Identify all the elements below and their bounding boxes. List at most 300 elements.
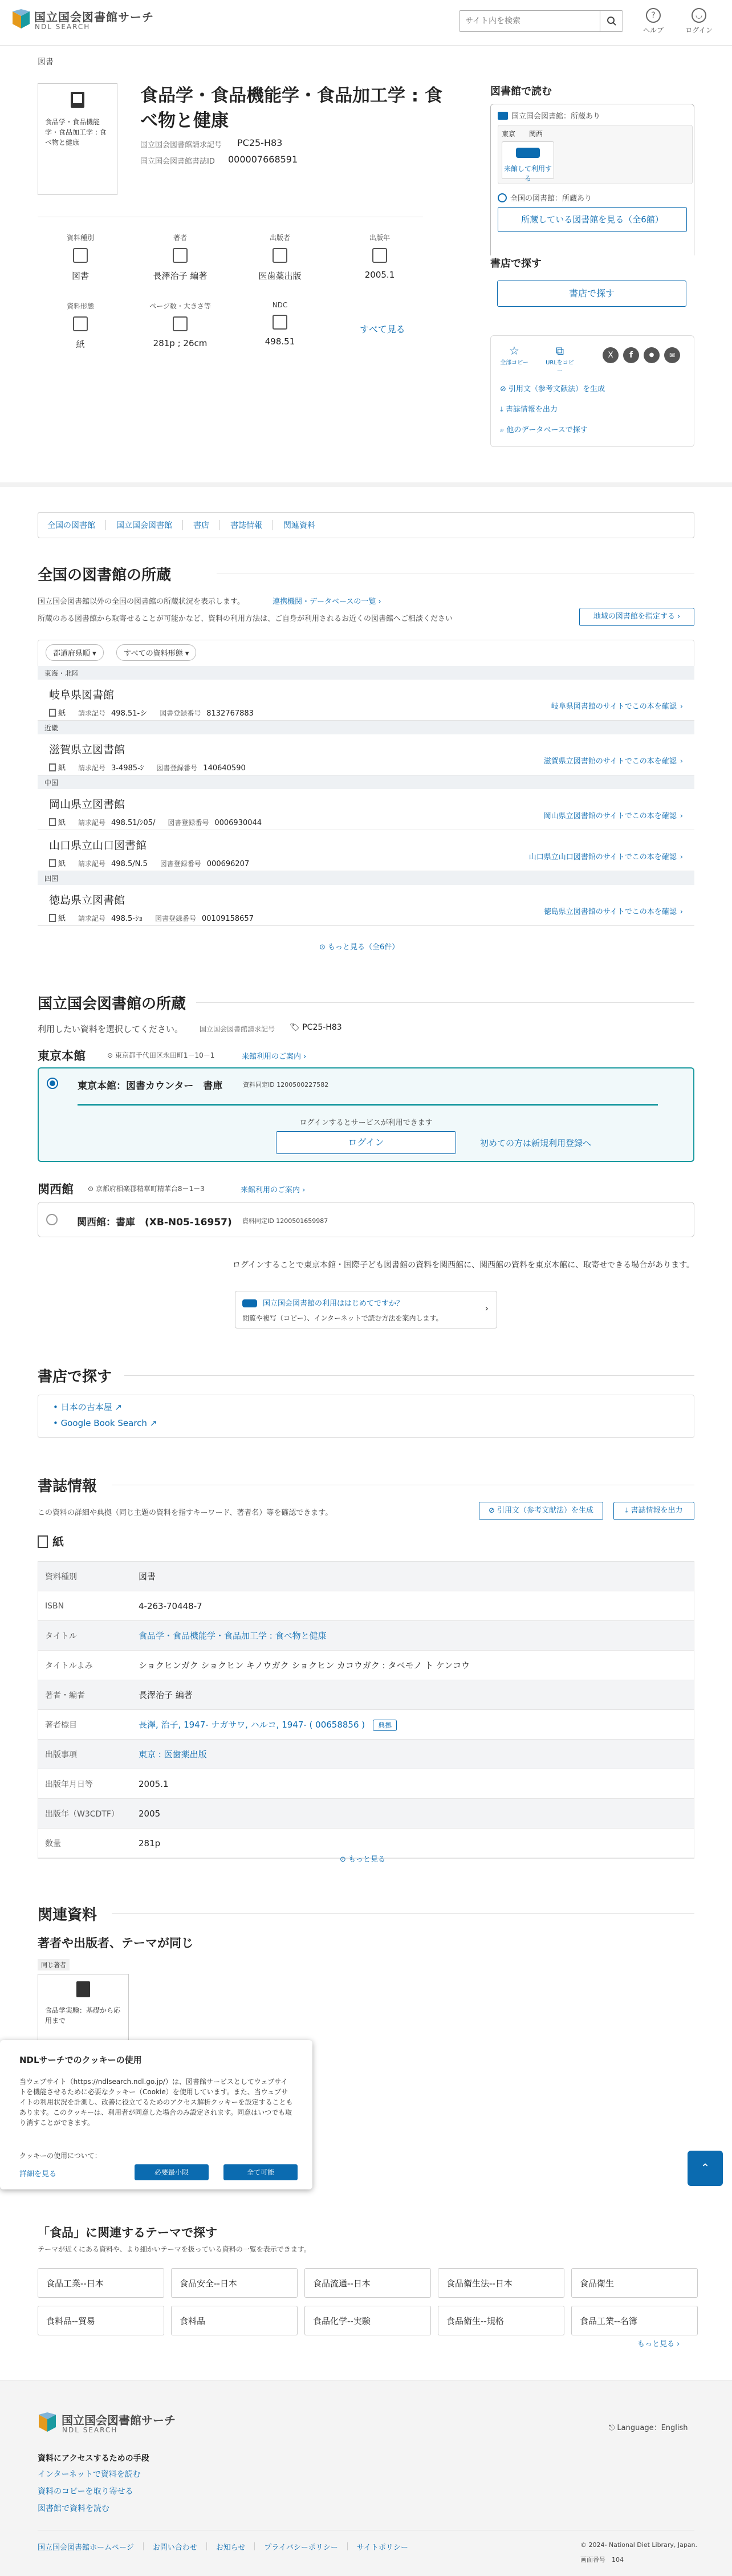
biblio-cite-button[interactable]: ⊘ 引用文（参考文献法）を生成	[479, 1502, 603, 1520]
sort-dropdown[interactable]: 都道府県順 ▾	[46, 644, 104, 661]
library-regno: 140640590	[203, 764, 246, 773]
library-row	[38, 830, 694, 871]
transfer-note: ログインすることで東京本館・国際子ども図書館の資料を関西館に、関西館の資料を東京本館に、取寄せできる場合があります。	[232, 1261, 694, 1270]
themes-desc: テーマが近くにある資料や、より細かいテーマを扱っている資料の一覧を表示できます。	[38, 2245, 311, 2253]
library-name: 岐阜県図書館	[49, 689, 115, 701]
library-name: 滋賀県立図書館	[49, 743, 125, 756]
facet-value: 医歯薬出版	[258, 271, 302, 281]
footer-library-link[interactable]: 図書館で資料を読む	[38, 2504, 109, 2513]
document-icon	[38, 1535, 48, 1548]
theme-button[interactable]: 食品工業--日本	[38, 2268, 164, 2298]
store-section-title: 書店で探す	[38, 1368, 112, 1385]
cookie-title: NDLサーチでのクッキーの使用	[19, 2055, 142, 2065]
ndl-logo-icon[interactable]	[11, 9, 31, 30]
kosho-label: 日本の古本屋	[60, 1402, 112, 1412]
facet-label: 資料形態	[66, 302, 94, 310]
divider	[206, 2542, 207, 2550]
google-books-link[interactable]: • Google Book Search ↗	[53, 1418, 157, 1428]
cookie-accept-all-button[interactable]: 全て可能	[223, 2164, 298, 2180]
ndl-holding-text	[498, 110, 600, 121]
all-holding-label: 全国の図書館：所蔵あり	[510, 194, 592, 203]
facet-value: 498.51	[265, 336, 295, 347]
regno-label: 図書登録番号	[168, 819, 209, 827]
callno-label: 請求記号	[78, 860, 106, 868]
kansai-item-name: 関西館：書庫 (XB-N05-16957)	[77, 1217, 232, 1228]
first-time-banner[interactable]	[235, 1291, 497, 1328]
library-row	[38, 680, 694, 721]
document-icon	[49, 818, 56, 826]
facet-label: NDC	[272, 301, 288, 309]
tokyo-address: ⊙ 東京都千代田区永田町1－10－1	[107, 1051, 215, 1059]
chevron-right-icon: ›	[680, 812, 683, 820]
divider	[143, 2542, 144, 2550]
biblio-value[interactable]	[139, 1718, 694, 1730]
biblio-row	[38, 1799, 694, 1829]
library-site-link[interactable]	[544, 755, 683, 766]
book-title: 食品学・食品機能学・食品加工学 : 食べ物と健康	[140, 86, 442, 131]
biblio-row	[38, 1769, 694, 1799]
google-books-label: Google Book Search	[60, 1418, 147, 1428]
biblio-value-text: 4-263-70448-7	[139, 1600, 202, 1611]
document-icon	[49, 709, 56, 717]
biblio-export-label: 書誌情報を出力	[631, 1506, 683, 1515]
library-form: 紙	[58, 915, 66, 923]
breadcrumb: 図書	[38, 58, 54, 67]
biblio-row	[38, 1680, 694, 1710]
more-libraries-link[interactable]: ⊙ もっと見る（全6件）	[319, 943, 400, 952]
document-icon	[49, 914, 56, 922]
tokyo-item-id: 資料同定ID 1200500227582	[243, 1081, 329, 1088]
biblio-key: タイトルよみ	[45, 1661, 93, 1671]
document-icon	[49, 859, 56, 867]
library-callno: 498.51/ｼ05/	[111, 819, 156, 827]
facet-label: ページ数・大きさ等	[149, 302, 211, 310]
chevron-right-icon: ›	[485, 1303, 489, 1314]
library-callno: 498.5-ｼｮ	[111, 915, 143, 923]
kansai-item-id: 資料同定ID 1200501659987	[242, 1217, 328, 1225]
read-title: 図書館で読む	[490, 86, 552, 97]
copy-all-label: 全部コピー	[500, 360, 528, 366]
copy-icon: ⧉	[555, 344, 564, 357]
facet-building	[237, 233, 323, 282]
biblio-value-text: 2005.1	[139, 1778, 169, 1789]
biblio-value	[139, 1570, 694, 1582]
language-label: Language：English	[617, 2424, 688, 2432]
facebook-share-icon[interactable]: f	[623, 347, 639, 363]
page-number-value: 104	[612, 2556, 624, 2563]
login-note: ログインするとサービスが利用できます	[299, 1119, 433, 1127]
library-site-label: 徳島県立図書館のサイトでこの本を確認	[543, 908, 677, 916]
regno-label: 図書登録番号	[154, 915, 196, 923]
national-desc2: 所蔵のある図書館から取寄せることが可能かなど、資料の利用方法は、ご自身が利用されるお近くの図書館へご相談ください	[38, 615, 453, 623]
facet-label: 著者	[173, 234, 187, 242]
themes-title: 「食品」に関連するテーマで探す	[38, 2226, 217, 2240]
ndl-desc: 利用したい資料を選択してください。	[38, 1024, 184, 1034]
partners-label: 連携機関・データベースの一覧	[273, 598, 376, 606]
divider	[347, 2542, 348, 2550]
biblio-key: 出版年月日等	[45, 1779, 93, 1789]
car-icon	[516, 148, 540, 158]
footer-bottom-link[interactable]: サイトポリシー	[356, 2544, 408, 2552]
related-subtitle: 著者や出版者、テーマが同じ	[38, 1936, 193, 1950]
language-switch[interactable]: ⎋ Language：English	[609, 2424, 688, 2432]
biblio-row	[38, 1651, 694, 1680]
biblio-value	[139, 1838, 694, 1848]
theme-button[interactable]: 食品安全--日本	[171, 2268, 298, 2298]
book-cover	[38, 83, 117, 195]
library-callno: 498.5/N.5	[111, 860, 148, 868]
facet-value: 2005.1	[364, 270, 395, 280]
kansai-item-card[interactable]	[38, 1202, 694, 1237]
library-site-link[interactable]	[544, 905, 683, 916]
biblio-more-label: もっと見る	[348, 1855, 386, 1864]
document-icon	[73, 316, 88, 331]
footer-bottom-link[interactable]: お知らせ	[215, 2544, 246, 2552]
biblio-cite-label: 引用文（参考文献法）を生成	[497, 1506, 594, 1515]
biblio-value	[139, 1689, 694, 1701]
divider	[254, 2542, 255, 2550]
biblio-value	[139, 1779, 694, 1789]
cookie-necessary-button[interactable]: 必要最小限	[135, 2164, 209, 2180]
themes-more-label: もっと見る	[637, 2340, 675, 2349]
store-links-box	[38, 1395, 694, 1438]
biblio-export-button[interactable]: ⤓ 書誌情報を出力	[613, 1502, 694, 1520]
library-regno: 0006930044	[214, 819, 262, 827]
ndl-holding-label: 国立国会図書館：所蔵あり	[511, 112, 601, 121]
biblio-key: 出版事項	[45, 1750, 77, 1760]
library-meta	[49, 858, 249, 868]
biblio-key: ISBN	[45, 1601, 64, 1611]
chevron-right-icon: ›	[680, 757, 683, 766]
biblio-more-link[interactable]: ⊙ もっと見る	[340, 1855, 386, 1864]
region-header: 近畿	[38, 721, 694, 734]
library-name: 岡山県立図書館	[49, 798, 125, 811]
search-icon	[607, 16, 617, 26]
library-form: 紙	[58, 709, 66, 718]
kansai-guide-link[interactable]: 来館利用のご案内 ›	[241, 1186, 306, 1194]
calendar-icon	[372, 248, 387, 263]
region-select-button[interactable]: 地域の図書館を指定する ›	[579, 608, 694, 626]
biblio-key: 数量	[45, 1839, 61, 1848]
biblio-row	[38, 1562, 694, 1591]
library-row	[38, 789, 694, 830]
format-label: すべての資料形態	[124, 649, 183, 658]
biblio-row	[38, 1591, 694, 1621]
biblio-desc: この資料の詳細や典拠（同じ主題の資料を指すキーワード、著者名）等を確認できます。	[38, 1509, 333, 1517]
regno-label: 図書登録番号	[160, 860, 201, 868]
holdings-card	[490, 104, 694, 275]
globe-icon	[498, 193, 507, 202]
cite-link[interactable]: ⊘ 引用文（参考文献法）を生成	[500, 385, 605, 393]
partners-link[interactable]: 連携機関・データベースの一覧 ›	[273, 598, 381, 606]
kansai-address-text: 京都府相楽郡精華町精華台8－1－3	[95, 1185, 205, 1193]
tab-2[interactable]: 書店	[193, 521, 209, 530]
visit-card[interactable]	[502, 141, 554, 182]
biblio-value-text: ショクヒンガク ショクヒン キノウガク ショクヒン カコウガク : タベモノ ト ケンコウ	[139, 1660, 470, 1671]
facet-calendar	[337, 233, 422, 280]
tokyo-radio[interactable]	[47, 1078, 58, 1089]
store-title: 書店で探す	[490, 255, 694, 275]
biblio-row	[38, 1621, 694, 1651]
tokyo-item-card[interactable]	[38, 1067, 694, 1162]
facet-label: 出版年	[369, 234, 390, 242]
book-icon	[73, 248, 88, 263]
ndl-title: 国立国会図書館の所蔵	[38, 996, 186, 1013]
national-title: 全国の図書館の所蔵	[38, 567, 172, 584]
tab-1[interactable]: 国立国会図書館	[116, 521, 172, 530]
biblio-value-text: 281p	[139, 1838, 161, 1848]
facet-value: 図書	[71, 271, 89, 281]
library-form: 紙	[58, 860, 66, 868]
login-label: ログイン	[685, 26, 713, 34]
footer-logo-subtext: NDL SEARCH	[62, 2426, 118, 2434]
facet-label: 出版者	[269, 234, 290, 242]
facet-label: 資料種別	[66, 234, 94, 242]
export-label: 書誌情報を出力	[505, 405, 558, 414]
biblio-value-text: 図書	[139, 1571, 156, 1582]
divider	[182, 520, 183, 530]
library-meta	[49, 816, 262, 827]
cookie-dialog	[0, 2040, 312, 2189]
footer-bottom-links	[38, 2541, 408, 2552]
store-search-button[interactable]: 書店で探す	[497, 281, 686, 307]
ndl-location-box	[498, 125, 693, 184]
related-card[interactable]	[38, 1974, 129, 2048]
footer-bottom-link[interactable]: プライバシーポリシー	[264, 2544, 338, 2552]
search-input[interactable]	[459, 11, 596, 31]
bibid-label: 国立国会図書館書誌ID	[140, 157, 215, 166]
library-meta	[49, 707, 254, 718]
tokyo-address-text: 東京都千代田区永田町1－10－1	[115, 1051, 215, 1059]
tag-tokyo: 東京	[502, 130, 516, 138]
biblio-value-text: 東京 : 医歯薬出版	[139, 1749, 207, 1760]
chevron-right-icon: ›	[680, 908, 683, 916]
library-callno: 3-4985-ｼ	[111, 764, 144, 773]
theme-button[interactable]: 食品工業--名簿	[571, 2306, 698, 2335]
biblio-value[interactable]	[139, 1630, 694, 1642]
bibid-value: 000007668591	[228, 154, 298, 165]
tokyo-item-name: 東京本館：図書カウンター 書庫	[78, 1080, 223, 1092]
library-regno: 000696207	[206, 860, 250, 868]
library-name: 山口県立山口図書館	[49, 839, 147, 852]
theme-button[interactable]: 食品衛生--規格	[438, 2306, 564, 2335]
tab-0[interactable]: 全国の図書館	[47, 521, 95, 530]
theme-button[interactable]: 食料品	[171, 2306, 298, 2335]
biblio-value-text: 長澤, 治子, 1947- ナガサワ, ハルコ, 1947- ( 00658856 )	[139, 1720, 365, 1730]
region-header: 東海・北陸	[38, 666, 694, 680]
footer-access-title: 資料にアクセスするための手段	[38, 2454, 149, 2463]
biblio-key: 出版年（W3CDTF）	[45, 1809, 119, 1819]
region-header: 四国	[38, 871, 694, 885]
library-site-link[interactable]	[529, 851, 683, 862]
tokyo-guide-label: 来館利用のご案内	[242, 1053, 302, 1061]
theme-button[interactable]: 食品衛生法--日本	[438, 2268, 564, 2298]
library-regno: 00109158657	[201, 915, 254, 923]
callno-label: 請求記号	[78, 709, 106, 717]
facet-value: 長澤治子 編著	[153, 271, 208, 281]
book-icon	[71, 92, 84, 108]
callno-label: 請求記号	[78, 819, 106, 827]
biblio-title: 書誌情報	[38, 1478, 97, 1495]
divider	[78, 1104, 658, 1106]
search-button[interactable]	[600, 11, 623, 31]
biblio-value	[139, 1809, 694, 1819]
biblio-value[interactable]	[139, 1748, 694, 1760]
region-select-label: 地域の図書館を指定する	[593, 612, 675, 621]
share-panel	[490, 335, 694, 447]
callno-label: 請求記号	[78, 764, 106, 772]
kosho-link[interactable]: • 日本の古本屋 ↗	[53, 1402, 122, 1412]
more-libraries-label: もっと見る（全6件）	[328, 943, 400, 952]
library-site-link[interactable]	[551, 700, 683, 711]
logo-subtext: NDL SEARCH	[35, 23, 91, 31]
export-link[interactable]: ⤓ 書誌情報を出力	[500, 405, 558, 414]
library-site-label: 滋賀県立図書館のサイトでこの本を確認	[543, 757, 677, 766]
related-title: 関連資料	[38, 1907, 97, 1924]
other-db-link[interactable]: ⌕ 他のデータベースで探す	[500, 426, 588, 434]
site-search	[459, 10, 623, 32]
all-holding-text	[498, 192, 592, 203]
other-db-label: 他のデータベースで探す	[506, 426, 588, 434]
footer-bottom-link[interactable]: 国立国会図書館ホームページ	[38, 2544, 134, 2552]
theme-button[interactable]: 食品衛生	[571, 2268, 698, 2298]
divider	[124, 1375, 694, 1376]
see-all-link[interactable]: すべて見る	[360, 324, 405, 335]
facet-grid	[38, 233, 423, 358]
banner-title: 国立国会図書館の利用ははじめてですか？	[263, 1299, 404, 1308]
car-icon	[242, 1299, 257, 1307]
library-site-label: 岐阜県図書館のサイトでこの本を確認	[551, 702, 677, 711]
library-form: 紙	[58, 764, 66, 773]
theme-button[interactable]: 食品化学--実験	[304, 2306, 431, 2335]
biblio-key: 資料種別	[45, 1572, 77, 1582]
facet-pen	[137, 233, 223, 282]
divider	[196, 1002, 694, 1003]
x-share-icon[interactable]: X	[603, 347, 619, 363]
copy-all-button[interactable]	[500, 344, 528, 366]
facet-value: 281p ; 26cm	[153, 338, 208, 348]
biblio-row	[38, 1710, 694, 1740]
biblio-form	[38, 1533, 64, 1549]
facet-value: 紙	[76, 339, 85, 350]
chevron-right-icon: ›	[680, 853, 683, 862]
library-site-label: 岡山県立図書館のサイトでこの本を確認	[543, 812, 677, 820]
biblio-value	[139, 1659, 694, 1671]
register-link[interactable]: 初めての方は新規利用登録へ	[480, 1138, 592, 1148]
library-meta	[49, 912, 254, 923]
sort-label: 都道府県順	[53, 649, 91, 658]
ndl-callno-value: 🏷 PC25-H83	[290, 1023, 342, 1032]
ndl-logo-icon[interactable]	[38, 2412, 57, 2433]
section-divider	[0, 482, 732, 487]
facet-ruler	[137, 301, 223, 348]
theme-button[interactable]: 食料品--貿易	[38, 2306, 164, 2335]
biblio-value-text: 2005	[139, 1808, 161, 1819]
visit-label: 来館して利用する	[503, 165, 552, 182]
biblio-value	[139, 1601, 694, 1611]
banner-desc: 閲覧や複写（コピー）、インターネットで読む方法を案内します。	[242, 1314, 443, 1322]
facet-stack	[237, 301, 323, 347]
tokyo-heading: 東京本館	[38, 1049, 86, 1063]
tab-3[interactable]: 書誌情報	[230, 521, 262, 530]
facet-document	[38, 301, 123, 350]
national-desc1: 国立国会図書館以外の全国の図書館の所蔵状況を表示します。	[38, 598, 245, 606]
tokyo-guide-link[interactable]: 来館利用のご案内 ›	[242, 1053, 307, 1061]
kansai-radio[interactable]	[46, 1214, 58, 1225]
callno-label: 国立国会図書館請求記号	[140, 141, 222, 149]
star-icon: ☆	[509, 344, 519, 357]
logo-text[interactable]: 国立国会図書館サーチ	[34, 10, 154, 24]
library-name: 徳島県立図書館	[49, 894, 125, 907]
biblio-row	[38, 1740, 694, 1769]
format-dropdown[interactable]: すべての資料形態 ▾	[116, 644, 196, 661]
divider	[219, 520, 220, 530]
theme-button[interactable]: 食品流通--日本	[304, 2268, 431, 2298]
site-header	[0, 0, 732, 46]
biblio-value-text: 食品学・食品機能学・食品加工学 : 食べ物と健康	[139, 1631, 327, 1641]
region-header: 中国	[38, 775, 694, 789]
cover-title: 食品学・食品機能学・食品加工学 : 食べ物と健康	[45, 118, 107, 147]
themes-more-link[interactable]: もっと見る ›	[637, 2340, 680, 2349]
divider	[105, 520, 106, 530]
callno-label: 請求記号	[78, 915, 106, 923]
regno-label: 図書登録番号	[156, 764, 198, 772]
ndl-callno-text: PC25-H83	[302, 1023, 342, 1032]
facet-book	[38, 233, 123, 282]
user-icon: ◡	[692, 8, 706, 23]
library-row	[38, 734, 694, 775]
regno-label: 図書登録番号	[160, 709, 201, 717]
ruler-icon	[173, 316, 188, 331]
login-cta-button[interactable]: ログイン	[276, 1131, 456, 1154]
book-icon	[76, 1981, 90, 1997]
footer-copy-link[interactable]: 資料のコピーを取り寄せる	[38, 2487, 133, 2496]
cite-label: 引用文（参考文献法）を生成	[509, 385, 605, 393]
footer-read-link[interactable]: インターネットで資料を読む	[38, 2470, 141, 2479]
help-label: ヘルプ	[642, 26, 664, 34]
building-icon	[498, 112, 508, 120]
tab-4[interactable]: 関連資料	[283, 521, 315, 530]
biblio-key: タイトル	[45, 1631, 77, 1641]
document-icon	[49, 763, 56, 771]
footer-bottom-link[interactable]: お問い合わせ	[152, 2544, 197, 2552]
cookie-question: クッキーの使用について：	[19, 2152, 101, 2160]
mail-share-icon[interactable]: ✉	[664, 347, 680, 363]
copy-url-label: URLをコピー	[546, 360, 574, 375]
line-share-icon[interactable]: ●	[644, 347, 660, 363]
scroll-top-button[interactable]: ⌃	[688, 2151, 723, 2186]
login-button[interactable]	[682, 8, 716, 35]
ndl-callno-label: 国立国会図書館請求記号	[200, 1025, 275, 1033]
library-site-label: 山口県立山口図書館のサイトでこの本を確認	[528, 853, 677, 862]
library-site-link[interactable]	[544, 810, 683, 820]
biblio-value-text: 長澤治子 編著	[139, 1690, 193, 1700]
same-author-tag: 同じ著者	[38, 1959, 70, 1970]
cookie-detail-link[interactable]: 詳細を見る	[19, 2170, 57, 2179]
chevron-right-icon: ›	[680, 702, 683, 711]
divider	[112, 1913, 694, 1914]
help-button[interactable]	[636, 8, 670, 35]
stack-icon	[273, 315, 287, 330]
library-meta	[49, 762, 246, 773]
biblio-key: 著者標目	[45, 1720, 77, 1730]
biblio-form-label: 紙	[52, 1535, 64, 1549]
site-footer	[0, 2380, 732, 2576]
question-icon: ?	[646, 8, 661, 23]
see-libraries-button[interactable]: 所蔵している図書館を見る（全6館）	[498, 207, 687, 232]
copy-url-button[interactable]	[546, 344, 574, 375]
authority-button[interactable]: 典拠	[373, 1720, 397, 1731]
